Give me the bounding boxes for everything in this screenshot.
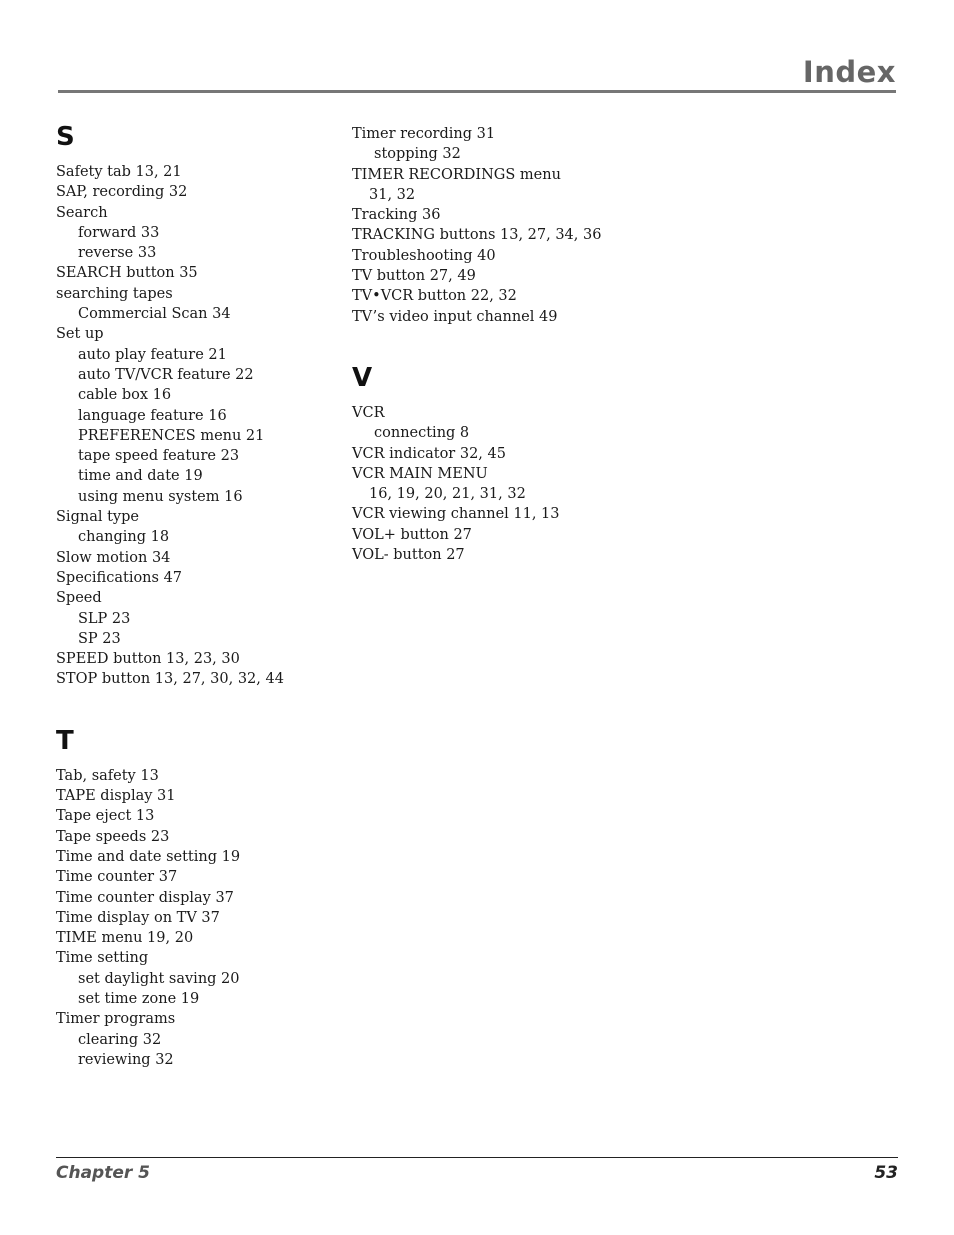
index-entry: Timer recording 31 xyxy=(352,126,496,142)
index-subentry: clearing 32 xyxy=(78,1031,162,1048)
index-entry: STOP button 13, 27, 30, 32, 44 xyxy=(56,671,284,688)
index-section-v xyxy=(352,361,652,565)
entry-list xyxy=(352,403,652,565)
index-subentry: cable box 16 xyxy=(78,387,172,404)
index-subentry: tape speed feature 23 xyxy=(78,448,240,465)
section-letter: V xyxy=(352,362,373,393)
entry-list xyxy=(56,766,336,1070)
index-subentry: using menu system 16 xyxy=(78,488,243,505)
index-subentry: SLP 23 xyxy=(78,610,131,627)
index-subentry: 31, 32 xyxy=(369,186,416,203)
index-entry: Tape speeds 23 xyxy=(56,828,170,845)
index-entry: searching tapes xyxy=(56,285,173,302)
index-entry: TV•VCR button 22, 32 xyxy=(352,288,517,305)
index-section-s xyxy=(56,120,336,690)
index-subentry: stopping 32 xyxy=(374,146,461,163)
index-subentry: SP 23 xyxy=(78,630,121,647)
page-number: 53 xyxy=(874,1163,898,1183)
index-section-t xyxy=(56,724,336,1070)
index-subentry: language feature 16 xyxy=(78,407,227,424)
footer-divider xyxy=(56,1157,898,1158)
index-entry: Timer programs xyxy=(56,1011,176,1028)
index-entry: Time setting xyxy=(56,950,149,967)
index-entry: VCR xyxy=(352,404,385,421)
index-column-left xyxy=(56,120,336,1104)
index-entry: SPEED button 13, 23, 30 xyxy=(56,651,240,668)
page-title: Index xyxy=(802,55,896,89)
index-entry: SEARCH button 35 xyxy=(56,265,198,282)
index-entry: Search xyxy=(56,204,108,221)
index-entry: Time counter 37 xyxy=(56,869,178,886)
entry-list xyxy=(352,124,652,327)
index-entry: VOL- button 27 xyxy=(352,547,465,564)
index-subentry: set daylight saving 20 xyxy=(78,970,240,987)
index-entry: Safety tab 13, 21 xyxy=(56,164,182,180)
index-subentry: PREFERENCES menu 21 xyxy=(78,427,265,444)
footer-chapter: Chapter 5 xyxy=(56,1163,151,1183)
header-divider xyxy=(58,90,896,93)
index-entry: TIMER RECORDINGS menu xyxy=(352,166,561,183)
index-entry: VCR viewing channel 11, 13 xyxy=(352,506,560,523)
index-entry: Tab, safety 13 xyxy=(56,767,159,784)
index-entry: TV button 27, 49 xyxy=(352,268,476,285)
index-subentry: auto TV/VCR feature 22 xyxy=(78,366,254,383)
section-letter: S xyxy=(56,122,75,152)
index-section-t-continued xyxy=(352,124,652,327)
entry-list xyxy=(56,162,336,690)
index-entry: Tape eject 13 xyxy=(56,808,155,825)
index-entry: VCR MAIN MENU xyxy=(352,465,488,482)
index-entry: TV’s video input channel 49 xyxy=(352,308,558,325)
index-subentry: forward 33 xyxy=(78,224,160,241)
index-entry: Time counter display 37 xyxy=(56,889,234,906)
index-entry: Troubleshooting 40 xyxy=(352,247,496,264)
index-subentry: Commercial Scan 34 xyxy=(78,306,231,323)
index-entry: VCR indicator 32, 45 xyxy=(352,445,506,462)
index-entry: TIME menu 19, 20 xyxy=(56,930,194,947)
index-entry: Signal type xyxy=(56,509,139,526)
index-entry: Specifications 47 xyxy=(56,569,183,586)
index-entry: TAPE display 31 xyxy=(56,788,176,805)
index-entry: Time display on TV 37 xyxy=(56,909,220,926)
index-entry: SAP, recording 32 xyxy=(56,184,188,201)
index-subentry: set time zone 19 xyxy=(78,990,200,1007)
index-entry: Time and date setting 19 xyxy=(56,848,241,865)
index-column-right xyxy=(352,124,652,599)
index-subentry: changing 18 xyxy=(78,529,170,546)
index-subentry: time and date 19 xyxy=(78,468,203,485)
section-letter: T xyxy=(56,725,74,756)
index-subentry: reviewing 32 xyxy=(78,1051,174,1068)
index-entry: VOL+ button 27 xyxy=(352,526,472,543)
index-subentry: connecting 8 xyxy=(374,425,470,442)
index-entry: Speed xyxy=(56,590,102,607)
index-entry: Slow motion 34 xyxy=(56,549,171,566)
index-subentry: 16, 19, 20, 21, 31, 32 xyxy=(369,486,526,503)
index-entry: Tracking 36 xyxy=(352,207,441,224)
index-entry: Set up xyxy=(56,326,104,343)
index-entry: TRACKING buttons 13, 27, 34, 36 xyxy=(352,227,602,244)
index-subentry: reverse 33 xyxy=(78,245,157,262)
index-subentry: auto play feature 21 xyxy=(78,346,227,363)
